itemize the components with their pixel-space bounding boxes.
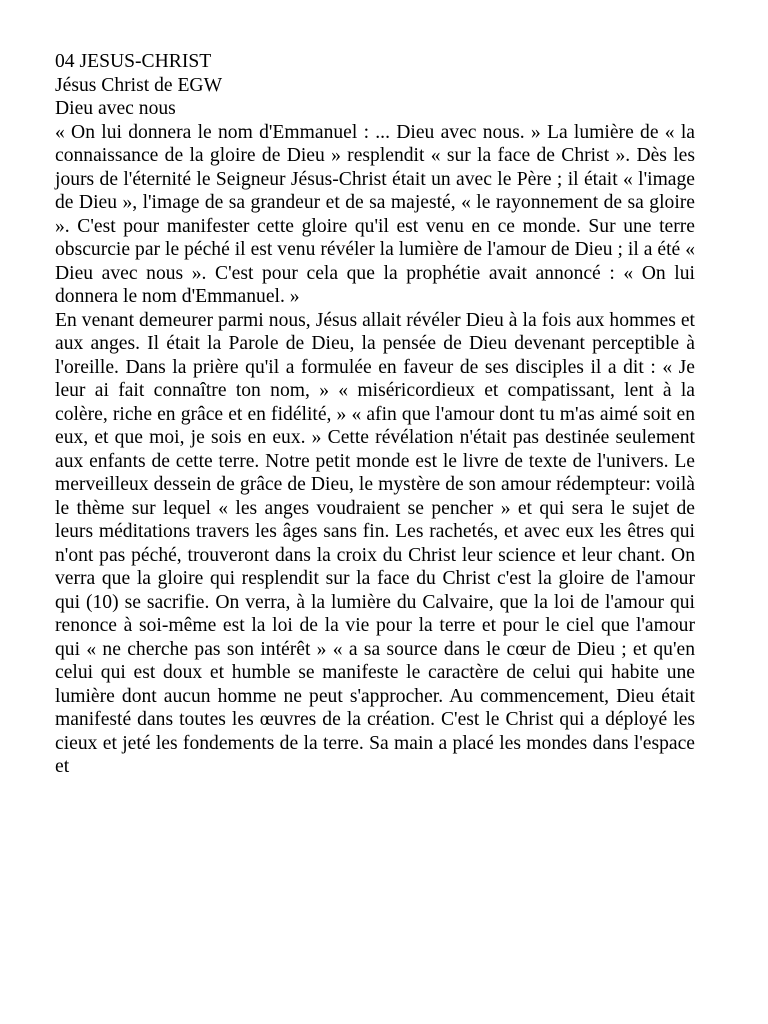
paragraph-1: « On lui donnera le nom d'Emmanuel : ... Dieu avec nous. » La lumière de « la connaissance de la gloire de Dieu » resplendit « sur la face de Christ ». Dès les jours de l'éternité le Seigneur Jésus-Christ était un avec le Père ; il était « l'image de Dieu », l'image de sa grandeur et de sa majesté, « le rayonnement de sa gloire ». C'est pour manifester cette gloire qu'il est venu en ce monde. Sur une terre obscurcie par le péché il est venu révéler la lumière de l'amour de Dieu ; il a été « Dieu avec nous ». C'est pour cela que la prophétie avait annoncé : « On lui donnera le nom d'Emmanuel. » <box>55 121 695 307</box>
chapter-heading: 04 JESUS-CHRIST <box>55 51 212 72</box>
paragraph-2: En venant demeurer parmi nous, Jésus allait révéler Dieu à la fois aux hommes et aux anges. Il était la Parole de Dieu, la pensée de Dieu devenant perceptible à l'oreille. Dans la prière qu'il a formulée en faveur de ses disciples il a dit : « Je leur ai fait connaître ton nom, » « miséricordieux et compatissant, lent à la colère, riche en grâce et en fidélité, » « afin que l'amour dont tu m'as aimé soit en eux, et que moi, je sois en eux. » Cette révélation n'était pas destinée seulement aux enfants de cette terre. Notre petit monde est le livre de texte de l'univers. Le merveilleux dessein de grâce de Dieu, le mystère de son amour rédempteur: voilà le thème sur lequel « les anges voudraient se pencher » et qui sera le sujet de leurs méditations travers les âges sans fin. Les rachetés, et avec eux les êtres qui n'ont pas péché, trouveront dans la croix du Christ leur science et leur chant. On verra que la gloire qui resplendit sur la face du Christ c'est la gloire de l'amour qui (10) se sacrifie. On verra, à la lumière du Calvaire, que la loi de l'amour qui renonce à soi-même est la loi de la vie pour la terre et pour le ciel que l'amour qui « ne cherche pas son intérêt » « a sa source dans le cœur de Dieu ; et qu'en celui qui est doux et humble se manifeste le caractère de celui qui habite une lumière dont aucun homme ne peut s'approcher. Au commencement, Dieu était manifesté dans toutes les œuvres de la création. C'est le Christ qui a déployé les cieux et jeté les fondements de la terre. Sa main a placé les mondes dans l'espace et <box>55 309 695 777</box>
section-title: Dieu avec nous <box>55 98 176 119</box>
document-page <box>55 50 695 779</box>
book-title: Jésus Christ de EGW <box>55 74 223 96</box>
